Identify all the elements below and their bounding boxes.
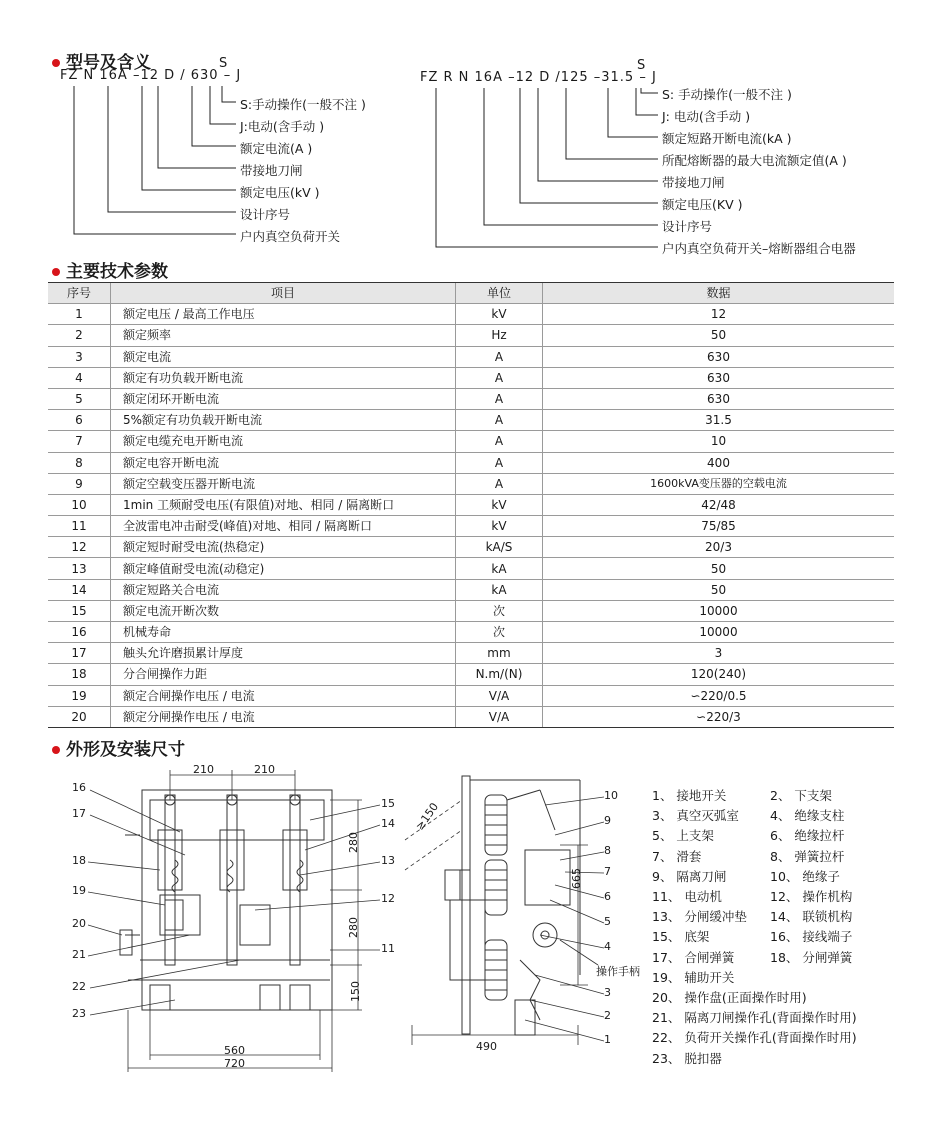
cell-no: 19: [48, 685, 111, 706]
cell-no: 9: [48, 473, 111, 494]
cell-data: 10: [543, 431, 895, 452]
dim-label: 210: [254, 763, 275, 776]
cell-unit: A: [456, 346, 543, 367]
cell-unit: N.m/(N): [456, 664, 543, 685]
legend-item: 1、 接地开关: [652, 788, 727, 803]
callout-number: 5: [604, 915, 611, 928]
cell-item: 1min 工频耐受电压(有限值)对地、相同 / 隔离断口: [111, 494, 456, 515]
cell-data: 630: [543, 346, 895, 367]
dim-label: 280: [347, 832, 360, 853]
cell-no: 13: [48, 558, 111, 579]
legend-item: 20、 操作盘(正面操作时用): [652, 990, 807, 1006]
legend-row: [652, 968, 857, 988]
cell-item: 额定有功负载开断电流: [111, 367, 456, 388]
cell-no: 18: [48, 664, 111, 685]
cell-unit: V/A: [456, 685, 543, 706]
legend-item: 4、 绝缘支柱: [770, 808, 845, 824]
cell-no: 3: [48, 346, 111, 367]
legend-item: 23、 脱扣器: [652, 1050, 722, 1066]
cell-data: 50: [543, 558, 895, 579]
model-left-code: FZ N 16A –12 D / 630 – J: [60, 68, 242, 83]
cell-unit: 次: [456, 600, 543, 621]
header-item: 项目: [111, 283, 456, 304]
cell-no: 14: [48, 579, 111, 600]
callout-number: 12: [381, 892, 395, 905]
legend-item: 6、 绝缘拉杆: [770, 828, 845, 844]
dim-label: 720: [224, 1057, 245, 1070]
header-data: 数据: [543, 283, 895, 304]
cell-unit: mm: [456, 643, 543, 664]
callout-number: 18: [72, 854, 86, 867]
cell-no: 15: [48, 600, 111, 621]
callout-number: 8: [604, 844, 611, 857]
dim-label: 150: [349, 981, 362, 1002]
model-left-meaning: J:电动(含手动 ): [240, 119, 325, 134]
callout-number: 1: [604, 1033, 611, 1046]
callout-number: 19: [72, 884, 86, 897]
legend-item: 21、 隔离刀闸操作孔(背面操作时用): [652, 1010, 857, 1026]
cell-unit: 次: [456, 622, 543, 643]
cell-data: 10000: [543, 600, 895, 621]
model-left-meaning: 设计序号: [240, 207, 291, 222]
legend-row: [652, 1028, 857, 1048]
cell-item: 额定空载变压器开断电流: [111, 473, 456, 494]
callout-number: 22: [72, 980, 86, 993]
cell-unit: V/A: [456, 706, 543, 727]
dim-label: 665: [570, 868, 583, 889]
cell-data: 42/48: [543, 494, 895, 515]
cell-unit: A: [456, 367, 543, 388]
cell-unit: A: [456, 388, 543, 409]
cell-no: 4: [48, 367, 111, 388]
callout-number: 20: [72, 917, 86, 930]
callout-number: 4: [604, 940, 611, 953]
dim-label: 560: [224, 1044, 245, 1057]
cell-unit: kA: [456, 579, 543, 600]
legend-item: 16、 接线端子: [770, 929, 853, 945]
model-left-meaning: 额定电压(kV ): [240, 185, 320, 200]
model-right-code: FZ R N 16A –12 D /125 –31.5 – J: [420, 70, 657, 85]
cell-unit: A: [456, 410, 543, 431]
callout-number: 16: [72, 781, 86, 794]
cell-data: 3: [543, 643, 895, 664]
legend-row: [652, 1008, 857, 1028]
cell-data: ∽220/0.5: [543, 685, 895, 706]
legend-item: 10、 绝缘子: [770, 868, 840, 884]
model-left-meaning: 户内真空负荷开关: [240, 229, 341, 244]
cell-item: 额定电流开断次数: [111, 600, 456, 621]
cell-data: 50: [543, 579, 895, 600]
callout-number: 21: [72, 948, 86, 961]
model-left-meaning: 带接地刀闸: [240, 163, 303, 178]
legend-row: [652, 786, 857, 806]
header-unit: 单位: [456, 283, 543, 304]
legend-row: [652, 826, 857, 846]
legend-item: 15、 底架: [652, 929, 710, 945]
cell-unit: kV: [456, 304, 543, 325]
cell-data: 31.5: [543, 410, 895, 431]
cell-item: 额定电容开断电流: [111, 452, 456, 473]
cell-no: 7: [48, 431, 111, 452]
dim-label: ≥150: [413, 800, 442, 833]
model-right-meaning: 户内真空负荷开关–熔断器组合电器: [662, 241, 856, 256]
legend-row: [652, 948, 857, 968]
legend-item: 5、 上支架: [652, 828, 714, 844]
model-right-meaning: J: 电动(含手动 ): [662, 109, 751, 124]
header-no: 序号: [48, 283, 111, 304]
cell-unit: A: [456, 452, 543, 473]
cell-item: 额定电缆充电开断电流: [111, 431, 456, 452]
cell-data: 75/85: [543, 516, 895, 537]
section-title-params: 主要技术参数: [52, 257, 168, 282]
cell-item: 机械寿命: [111, 622, 456, 643]
legend-item: 14、 联锁机构: [770, 909, 853, 925]
legend-item: 8、 弹簧拉杆: [770, 848, 845, 864]
cell-unit: Hz: [456, 325, 543, 346]
legend-item: 9、 隔离刀闸: [652, 868, 727, 884]
cell-unit: kV: [456, 516, 543, 537]
model-left-meaning: 额定电流(A ): [240, 141, 313, 156]
cell-no: 12: [48, 537, 111, 558]
cell-data: 20/3: [543, 537, 895, 558]
model-right-top-s: S: [637, 58, 647, 73]
cell-unit: A: [456, 473, 543, 494]
legend-row: [652, 907, 857, 927]
cell-item: 额定峰值耐受电流(动稳定): [111, 558, 456, 579]
cell-no: 1: [48, 304, 111, 325]
cell-no: 10: [48, 494, 111, 515]
dim-label: 280: [347, 917, 360, 938]
cell-no: 11: [48, 516, 111, 537]
model-right-meaning: 额定电压(KV ): [662, 197, 743, 212]
cell-item: 额定电压 / 最高工作电压: [111, 304, 456, 325]
callout-number: 14: [381, 817, 395, 830]
callout-number: 9: [604, 814, 611, 827]
cell-data: 10000: [543, 622, 895, 643]
cell-data: 630: [543, 367, 895, 388]
callout-number: 7: [604, 865, 611, 878]
legend-row: [652, 867, 857, 887]
model-right-meaning: S: 手动操作(一般不注 ): [662, 87, 792, 102]
cell-data: 630: [543, 388, 895, 409]
legend-item: 7、 滑套: [652, 848, 702, 864]
dim-label: 490: [476, 1040, 497, 1053]
callout-number: 11: [381, 942, 395, 955]
model-right-meaning: 带接地刀闸: [662, 175, 725, 190]
section-title-dims: 外形及安装尺寸: [52, 735, 185, 760]
cell-unit: kA: [456, 558, 543, 579]
legend-item: 2、 下支架: [770, 788, 832, 803]
legend-item: 18、 分闸弹簧: [770, 949, 853, 965]
cell-item: 额定闭环开断电流: [111, 388, 456, 409]
callout-number: 23: [72, 1007, 86, 1020]
legend-row: [652, 1049, 857, 1069]
callout-number: 2: [604, 1009, 611, 1022]
cell-item: 分合闸操作力距: [111, 664, 456, 685]
legend-row: [652, 887, 857, 907]
legend-item: 17、 合闸弹簧: [652, 949, 735, 965]
legend-item: 13、 分闸缓冲垫: [652, 909, 747, 925]
legend-row: [652, 927, 857, 947]
cell-data: 1600kVA变压器的空载电流: [543, 473, 895, 494]
cell-item: 5%额定有功负载开断电流: [111, 410, 456, 431]
legend-row: [652, 988, 857, 1008]
legend-row: [652, 847, 857, 867]
cell-data: 50: [543, 325, 895, 346]
cell-no: 6: [48, 410, 111, 431]
cell-data: 400: [543, 452, 895, 473]
cell-no: 5: [48, 388, 111, 409]
model-left-top-s: S: [219, 56, 229, 71]
callout-number: 15: [381, 797, 395, 810]
cell-item: 额定短路关合电流: [111, 579, 456, 600]
cell-item: 额定分闸操作电压 / 电流: [111, 706, 456, 727]
cell-item: 触头允许磨损累计厚度: [111, 643, 456, 664]
legend-row: [652, 806, 857, 826]
callout-number: 3: [604, 986, 611, 999]
parts-legend: [652, 786, 857, 1069]
handle-label: 操作手柄: [596, 965, 640, 978]
model-right-meaning: 额定短路开断电流(kA ): [662, 131, 792, 146]
callout-number: 6: [604, 890, 611, 903]
cell-no: 20: [48, 706, 111, 727]
cell-item: 额定短时耐受电流(热稳定): [111, 537, 456, 558]
dim-label: 210: [193, 763, 214, 776]
legend-item: 11、 电动机: [652, 889, 722, 905]
legend-item: 22、 负荷开关操作孔(背面操作时用): [652, 1030, 857, 1046]
callout-number: 10: [604, 789, 618, 802]
cell-no: 17: [48, 643, 111, 664]
cell-item: 额定电流: [111, 346, 456, 367]
cell-data: ∽220/3: [543, 706, 895, 727]
model-right-meaning: 所配熔断器的最大电流额定值(A ): [662, 153, 847, 168]
cell-no: 8: [48, 452, 111, 473]
cell-unit: kV: [456, 494, 543, 515]
cell-item: 全波雷电冲击耐受(峰值)对地、相同 / 隔离断口: [111, 516, 456, 537]
callout-number: 17: [72, 807, 86, 820]
cell-data: 120(240): [543, 664, 895, 685]
cell-data: 12: [543, 304, 895, 325]
section-title-model: 型号及含义: [52, 48, 151, 73]
cell-no: 16: [48, 622, 111, 643]
callout-number: 13: [381, 854, 395, 867]
model-right-meaning: 设计序号: [662, 219, 713, 234]
legend-item: 3、 真空灭弧室: [652, 808, 739, 824]
cell-no: 2: [48, 325, 111, 346]
cell-item: 额定合闸操作电压 / 电流: [111, 685, 456, 706]
legend-item: 12、 操作机构: [770, 889, 853, 905]
cell-unit: kA/S: [456, 537, 543, 558]
cell-unit: A: [456, 431, 543, 452]
cell-item: 额定频率: [111, 325, 456, 346]
model-left-meaning: S:手动操作(一般不注 ): [240, 97, 366, 112]
legend-item: 19、 辅助开关: [652, 969, 735, 985]
